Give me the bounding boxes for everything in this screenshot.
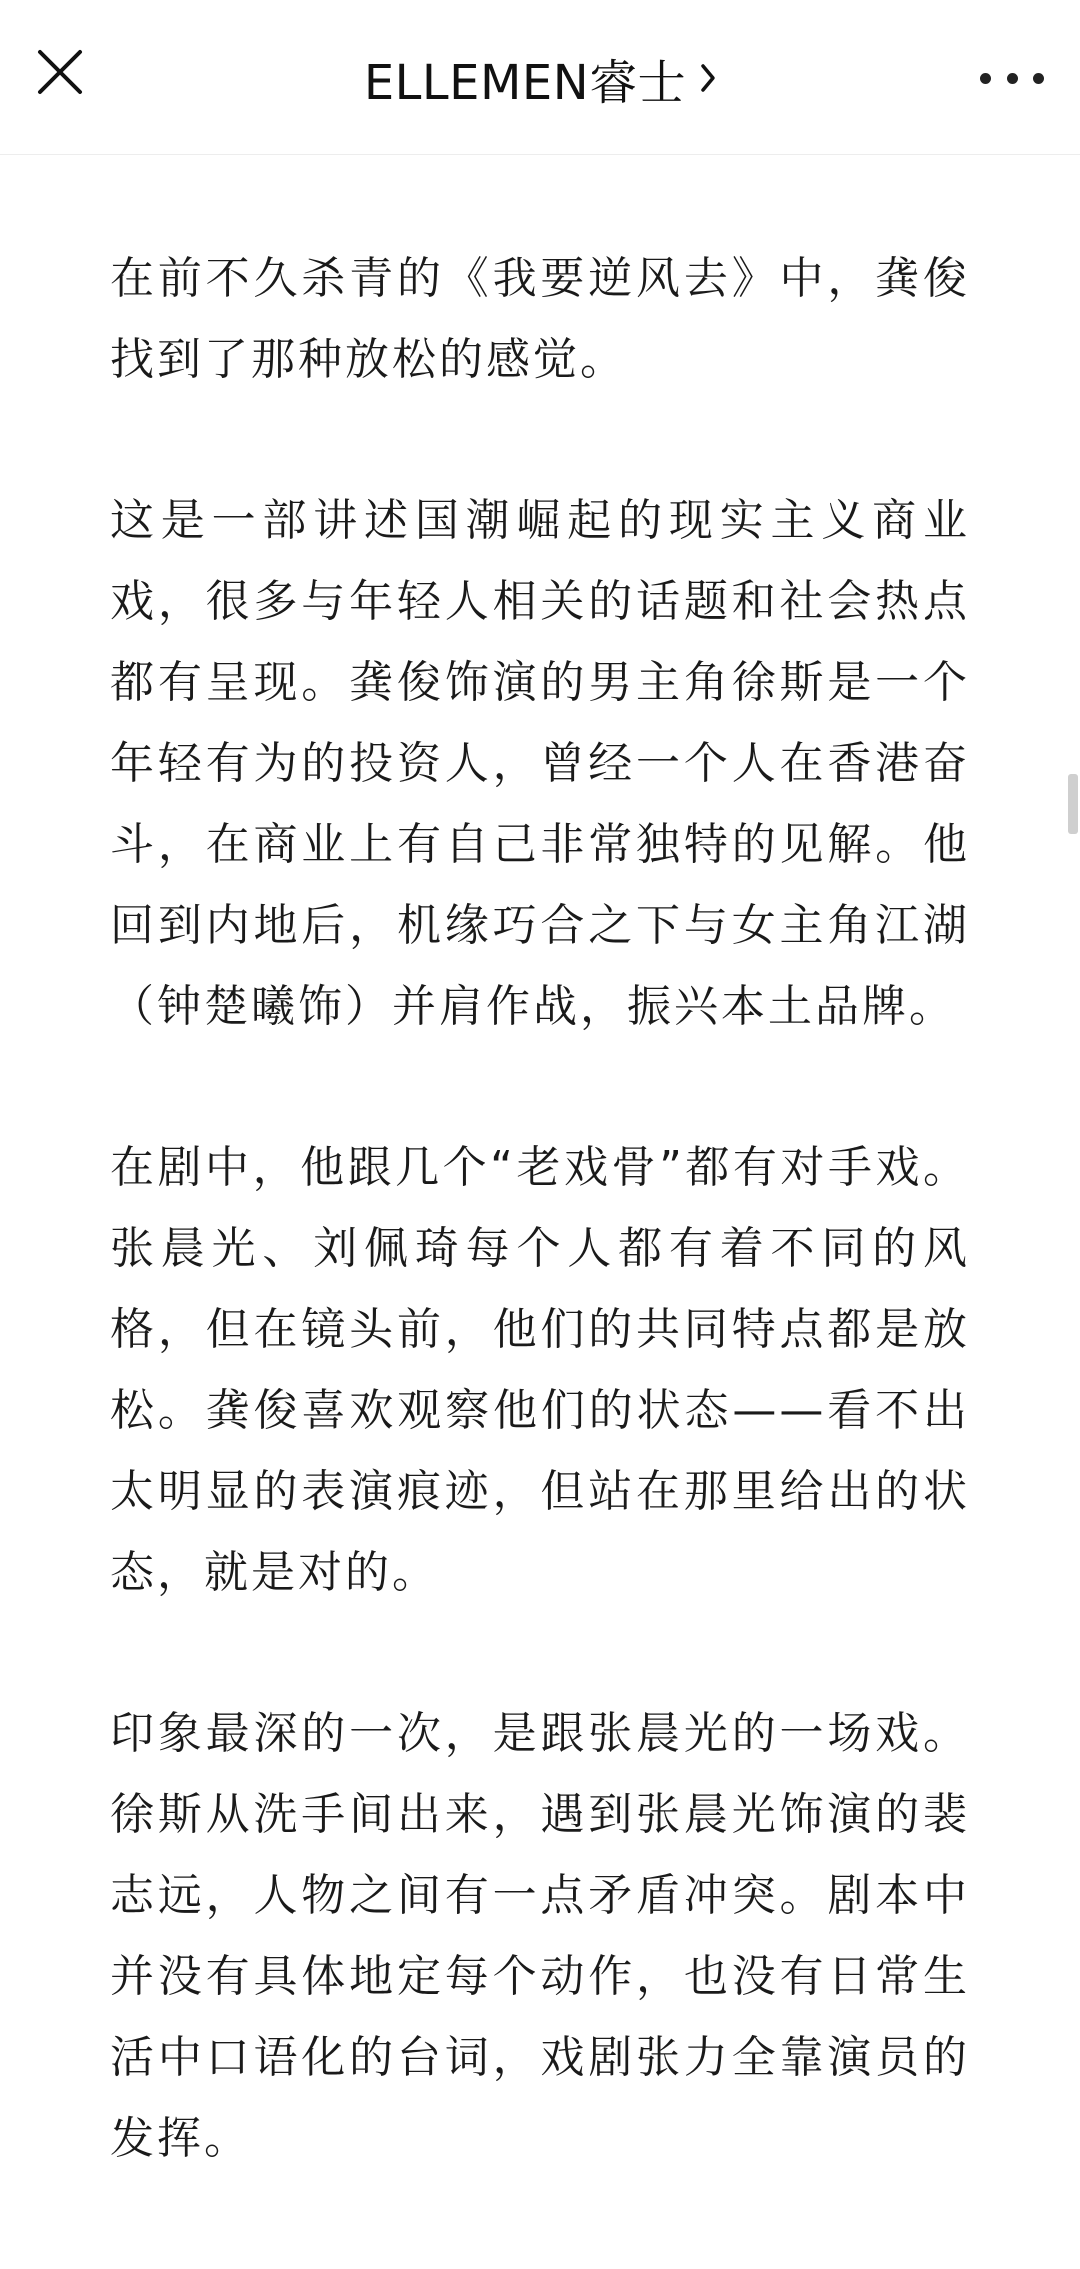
scrollbar-thumb[interactable] [1068,774,1078,834]
article-paragraph: 在剧中，他跟几个“老戏骨”都有对手戏。张晨光、刘佩琦每个人都有着不同的风格，但在镜头前，他们的共同特点都是放松。龚俊喜欢观察他们的状态——看不出太明显的表演痕迹，但站在那里给出的状态，就是对的。 [110,1142,970,1598]
more-dot [980,73,991,84]
more-dot [1033,73,1044,84]
article-body [110,238,970,2259]
account-title-link[interactable] [0,46,1080,110]
top-navigation-bar [0,0,1080,155]
article-paragraph: 这是一部讲述国潮崛起的现实主义商业戏，很多与年轻人相关的话题和社会热点都有呈现。龚俊饰演的男主角徐斯是一个年轻有为的投资人，曾经一个人在香港奋斗，在商业上有自己非常独特的见解。他回到内地后，机缘巧合之下与女主角江湖（钟楚曦饰）并肩作战，振兴本土品牌。 [110,495,970,1032]
article-paragraph: 印象最深的一次，是跟张晨光的一场戏。徐斯从洗手间出来，遇到张晨光饰演的裴志远，人物之间有一点矛盾冲突。剧本中并没有具体地定每个动作，也没有日常生活中口语化的台词，戏剧张力全靠演员的发挥。 [110,1708,970,2164]
article-paragraph: 在前不久杀青的《我要逆风去》中，龚俊找到了那种放松的感觉。 [110,253,970,385]
more-dot [1007,73,1018,84]
page-title: ELLEMEN睿士 [363,54,687,111]
more-options-button[interactable] [980,52,1044,104]
chevron-right-icon [700,63,716,93]
